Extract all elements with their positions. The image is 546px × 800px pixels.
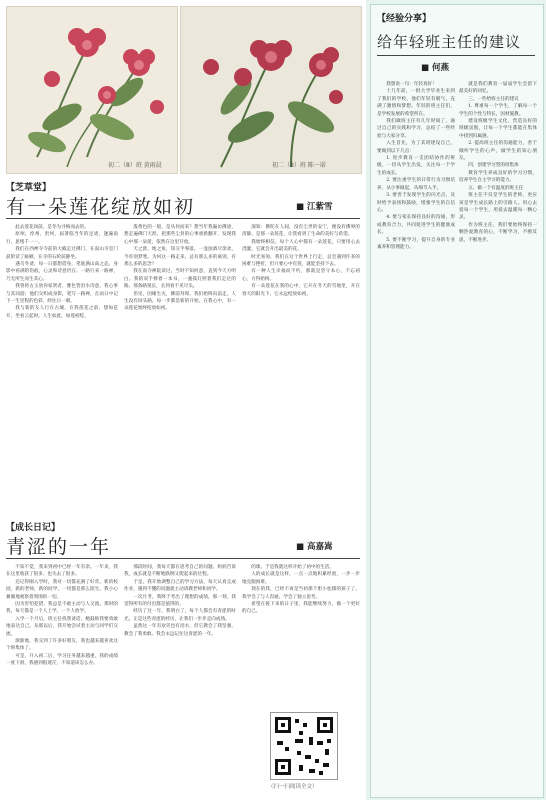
paragraph: 作为班主任，我们要始终保持一颗热爱教育的心，不断学习，不断反思，不断进步。 <box>459 222 537 243</box>
paragraph: 的课。于是我就这样开始了初中的生活。 <box>251 565 334 570</box>
flower-painting-right <box>181 7 361 173</box>
section-label-zhicaotang: 【芝草堂】 <box>6 183 52 193</box>
paragraph: 五、做一个有温度的班主任 <box>468 185 524 191</box>
paragraph: 三、一些给班主任的建议 <box>468 96 519 102</box>
paragraph: 于是，我开始调整自己的学习方法，每天认真完成作业，遇到不懂的问题就主动请教老师和同学。 <box>124 579 236 593</box>
paragraph: 有一朵莲花在我的心中，它开在冬天的雪地里，开在春天的阳光下。它永远绽放如初。 <box>242 284 360 297</box>
article2-col1 <box>6 564 118 796</box>
paragraph: 因为害怕犯错，我总是不敢主动与人交流。那时的我，每天都是一个人上学，一个人放学。 <box>6 602 118 615</box>
article1-col3 <box>242 224 360 516</box>
paragraph: 四、创建学习型的班集体 <box>468 163 519 169</box>
paragraph: 有一种人生幸福而不朽，那就是坚守本心，不忘初心，方得始终。 <box>242 269 360 282</box>
paragraph: 我们在西禅寺寺前的大殿走过佛门，在南山寺室门前阶读了匾额，在寺的石阶前静坐。 <box>6 247 118 260</box>
paragraph: 我想说一句：年轻真好！ <box>386 82 437 87</box>
paragraph: 4. 要与家长保持良好的沟通，形成教育合力，共同促进学生的健康成长。 <box>377 215 455 236</box>
paragraph: 时光匆匆，我们在这个世界上行走，总会遇到许多的困难与挫折，但只要心中有莲，就能坚持下去。 <box>242 254 360 268</box>
paragraph: 一次月考，我终于考出了理想的成绩，那一刻，我觉得所有的付出都是值得的。 <box>124 594 236 608</box>
paragraph: 虽然这一年有欢笑也有泪水，但它教会了我坚强，教会了我勇敢。我会永远记住这青涩的一年。 <box>124 624 236 637</box>
paragraph: 我与新的友人行在古城，在我莲花之前，想如花开，坐看云起时。人生如此，如莲初绽。 <box>6 306 118 319</box>
paragraph: 那段时间，我每天都在思考自己的问题。妈妈告诉我，成长就是不断地跌倒又爬起来的过程。 <box>124 565 236 578</box>
paragraph: 2. 提高班主任的沟通能力，善于倾听学生的心声，做学生的知心朋友。 <box>459 141 537 162</box>
paragraph: 还记得刚入学时，我对一切都充满了好奇。新的校园，新的老师，新的同学，一切都是那么陌生。我小心翼翼地观察着周围的一切。 <box>6 579 118 600</box>
divider <box>6 218 360 219</box>
paragraph: 5. 要不断学习，提升自身的专业素养和管理能力。 <box>377 237 455 250</box>
divider <box>377 55 535 56</box>
paragraph: 渐渐地，我交到了许多好朋友，我也越来越喜欢这个班集体了。 <box>6 639 118 652</box>
article2-author: ■ 高嘉嵩 <box>296 542 333 552</box>
article3-col1 <box>377 81 455 789</box>
paragraph: 就是我们教育一届届学生会留下最美好的回忆。 <box>459 82 537 95</box>
paragraph: 我在南寺禅院读过，当时不知何意，直到今天方明白。我的双手捧着一本书，一盏孤灯照着我们走过的路。那条路很长，长到看不见尽头。 <box>124 269 236 290</box>
paragraph: 希望在接下来的日子里，我能继续努力，做一个更好的自己。 <box>242 602 360 615</box>
article1-col1 <box>6 224 118 516</box>
sidebar-frame <box>370 4 544 798</box>
article1-title: 有一朵莲花绽放如初 <box>6 196 196 218</box>
article2-title: 青涩的一年 <box>6 536 112 558</box>
paragraph: 泼黄色的一般，是从何而来？想当年我遍访佛迹，想走遍佛门天涯，把那些尘封的心事重新翻开，发现我心中那一朵莲，依然在这里开放。 <box>124 225 236 245</box>
paragraph: 深知：佛陀在人间，没有尘世的安宁，便没有佛界的清静。是那一朵莲花，让我看到了生命的美好与希望。 <box>242 225 360 238</box>
article3-author: ■ 何燕 <box>421 63 449 73</box>
paragraph: 我曾将古玉放你家贤者，雅色皆泪水诗意，我心事与其同游；他们交织成身影，笔写一路禅，在雨日中记下一生里程的色彩，经往日一朝。 <box>6 284 118 305</box>
article1-author: ■ 江紫雪 <box>296 202 333 212</box>
paragraph: 3. 要善于发现学生的闪光点，及时给予表扬和鼓励，增强学生的自信心。 <box>377 193 455 213</box>
paragraph: 可是，升入初二后，学习任务越来越重，我的成绩一度下滑，我感到很迷茫，不知道该怎么办。 <box>6 653 118 667</box>
section-label-growth-diary: 【成长日记】 <box>6 523 61 533</box>
painting-left <box>6 6 178 174</box>
paragraph: 我始终相信，每个人心中都有一朵莲花，只要用心去浇灌，它就会开出最美的花。 <box>242 239 360 253</box>
sidebar-column <box>366 0 546 800</box>
qr-code-icon <box>271 713 337 779</box>
paragraph: 现在的我，已经不再是当初那个胆小怯懦的孩子了。我学会了与人沟通，学会了独立思考。 <box>242 587 360 600</box>
paragraph: 此去莲花岗前，是冬为寻梅而去的。 <box>15 225 89 230</box>
paragraph: 十几年前，一批大学毕业生来到了我们的学校，他们年轻有朝气，充满了激情和梦想。年轻的班主任们，是学校发展的希望所在。 <box>377 89 455 117</box>
paragraph: 经历了这一年，我明白了，每个人都会有青涩的时光。正是这些青涩的经历，让我们一步步走向成熟。 <box>124 609 236 622</box>
article3-title: 给年轻班主任的建议 <box>377 33 522 51</box>
article2-col2 <box>124 564 236 796</box>
article2-col3 <box>242 564 360 704</box>
paragraph: 原州，淳州，贵州，届著临当年的足迹，逢遍南行，思绪千一一。 <box>6 232 118 245</box>
paragraph: 但见，因缘生灭，佛前拜叩，我们始终向前走。人生没有回头路，每一步都是新的开始。在我心中，有一朵莲花始终绽放如初。 <box>124 291 236 312</box>
paragraph: 天之涯、地之角，知交半零落。一壶浊酒尽余欢，今宵别梦寒。为何这一路走来，总有那么多的离别，有那么多的思念？ <box>124 247 236 268</box>
article1-col2 <box>124 224 236 516</box>
paragraph: 1. 进步教育一支团结协作的班级，一切从学生出发，关注每一个学生的成长。 <box>377 156 455 176</box>
paragraph: 遇乌冬请，每一日都想借身，笔底满山南之态，身影中看满的伤痕，心灵和诗意仍在。一路行来一路禅，乃无所生而生其心。 <box>6 262 118 282</box>
section-label-experience-share: 【经验分享】 <box>377 14 432 24</box>
qr-code[interactable] <box>270 712 338 780</box>
painting-left-caption: 初二（8）班 黄雨晨 <box>108 162 162 169</box>
paragraph: 入学一个月后，班主任找我谈话，她鼓励我要勇敢地表达自己。从那以后，我开始尝试着主动与同学们交流。 <box>6 616 118 637</box>
paragraph: 不知不觉，我来到初中已经一年有余。一年来，我在这里收获了很多，也失去了很多。 <box>6 565 118 578</box>
paragraph: 班主任不仅是学生的老师，更应该是学生成长路上的引路人。用心去爱每一个学生，用爱去温暖每一颗心灵。 <box>459 193 537 221</box>
divider <box>6 558 360 559</box>
paragraph: 建设班级学生文化，营造良好的班级氛围，让每一个学生都能在集体中找到归属感。 <box>459 119 537 139</box>
paragraph: 教育学生养成良好的学习习惯，培养学生自主学习的能力。 <box>459 170 537 184</box>
paragraph: 我们做班主任有几年时间了，通过自己的实践和学习，总结了一些经验与大家分享。 <box>377 119 455 139</box>
flower-painting-left <box>7 7 177 173</box>
painting-right <box>180 6 362 174</box>
article3-col2 <box>459 81 537 789</box>
paragraph: 1. 尊重每一个学生，了解每一个学生的个性与特长，因材施教。 <box>459 104 537 117</box>
paragraph: 入生首先，为了其班建设自己，要做到以下几点： <box>377 141 455 154</box>
paragraph: 人的成长就是这样，一点一点地积累经验，一步一步地克服困难。 <box>242 572 360 585</box>
painting-right-caption: 初二（8）班 陈一诺 <box>272 162 326 169</box>
paragraph: 2. 要注重学生的日常行为习惯培养，从小事做起，从细节入手。 <box>377 178 455 191</box>
qr-caption: （扫一扫阅读全文） <box>268 784 318 790</box>
